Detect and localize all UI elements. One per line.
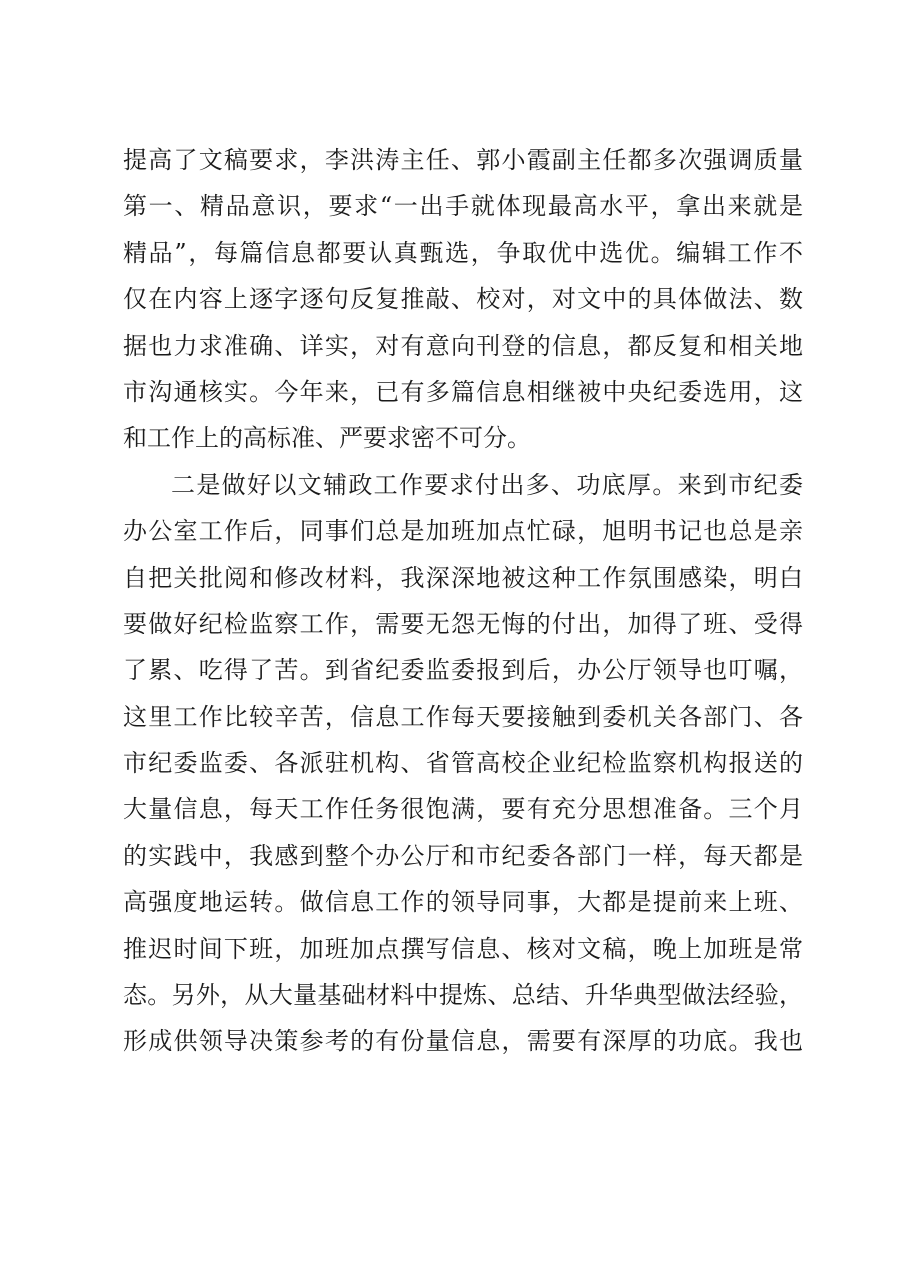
text-line: 了累、吃得了苦。到省纪委监委报到后，办公厅领导也叮嘱， xyxy=(123,656,803,685)
text-line: 市沟通核实。今年来，已有多篇信息相继被中央纪委选用，这 xyxy=(123,377,803,406)
text-line: 办公室工作后，同事们总是加班加点忙碌，旭明书记也总是亲 xyxy=(123,517,803,546)
text-line: 仅在内容上逐字逐句反复推敲、校对，对文中的具体做法、数 xyxy=(123,285,803,314)
body-text xyxy=(123,137,803,1065)
text-line: 第一、精品意识，要求“一出手就体现最高水平，拿出来就是 xyxy=(123,192,803,221)
text-line: 市纪委监委、各派驻机构、省管高校企业纪检监察机构报送的 xyxy=(123,749,803,778)
text-line: 这里工作比较辛苦，信息工作每天要接触到委机关各部门、各 xyxy=(123,702,803,731)
text-line: 形成供领导决策参考的有份量信息，需要有深厚的功底。我也 xyxy=(123,1027,803,1056)
text-line: 和工作上的高标准、严要求密不可分。 xyxy=(123,424,531,453)
text-line: 据也力求准确、详实，对有意向刊登的信息，都反复和相关地 xyxy=(123,331,803,360)
paragraph-start-line: 二是做好以文辅政工作要求付出多、功底厚。来到市纪委 xyxy=(171,470,803,499)
text-line: 推迟时间下班，加班加点撰写信息、核对文稿，晚上加班是常 xyxy=(123,934,803,963)
text-line: 提高了文稿要求，李洪涛主任、郭小霞副主任都多次强调质量 xyxy=(123,146,803,174)
text-line: 高强度地运转。做信息工作的领导同事，大都是提前来上班、 xyxy=(123,888,803,917)
text-line: 精品”，每篇信息都要认真甄选，争取优中选优。编辑工作不 xyxy=(123,238,803,267)
text-line: 大量信息，每天工作任务很饱满，要有充分思想准备。三个月 xyxy=(123,795,803,824)
text-line: 的实践中，我感到整个办公厅和市纪委各部门一样，每天都是 xyxy=(123,841,803,870)
text-line: 态。另外，从大量基础材料中提炼、总结、升华典型做法经验， xyxy=(123,981,803,1010)
text-line: 要做好纪检监察工作，需要无怨无悔的付出，加得了班、受得 xyxy=(123,609,803,638)
text-line: 自把关批阅和修改材料，我深深地被这种工作氛围感染，明白 xyxy=(123,563,803,592)
